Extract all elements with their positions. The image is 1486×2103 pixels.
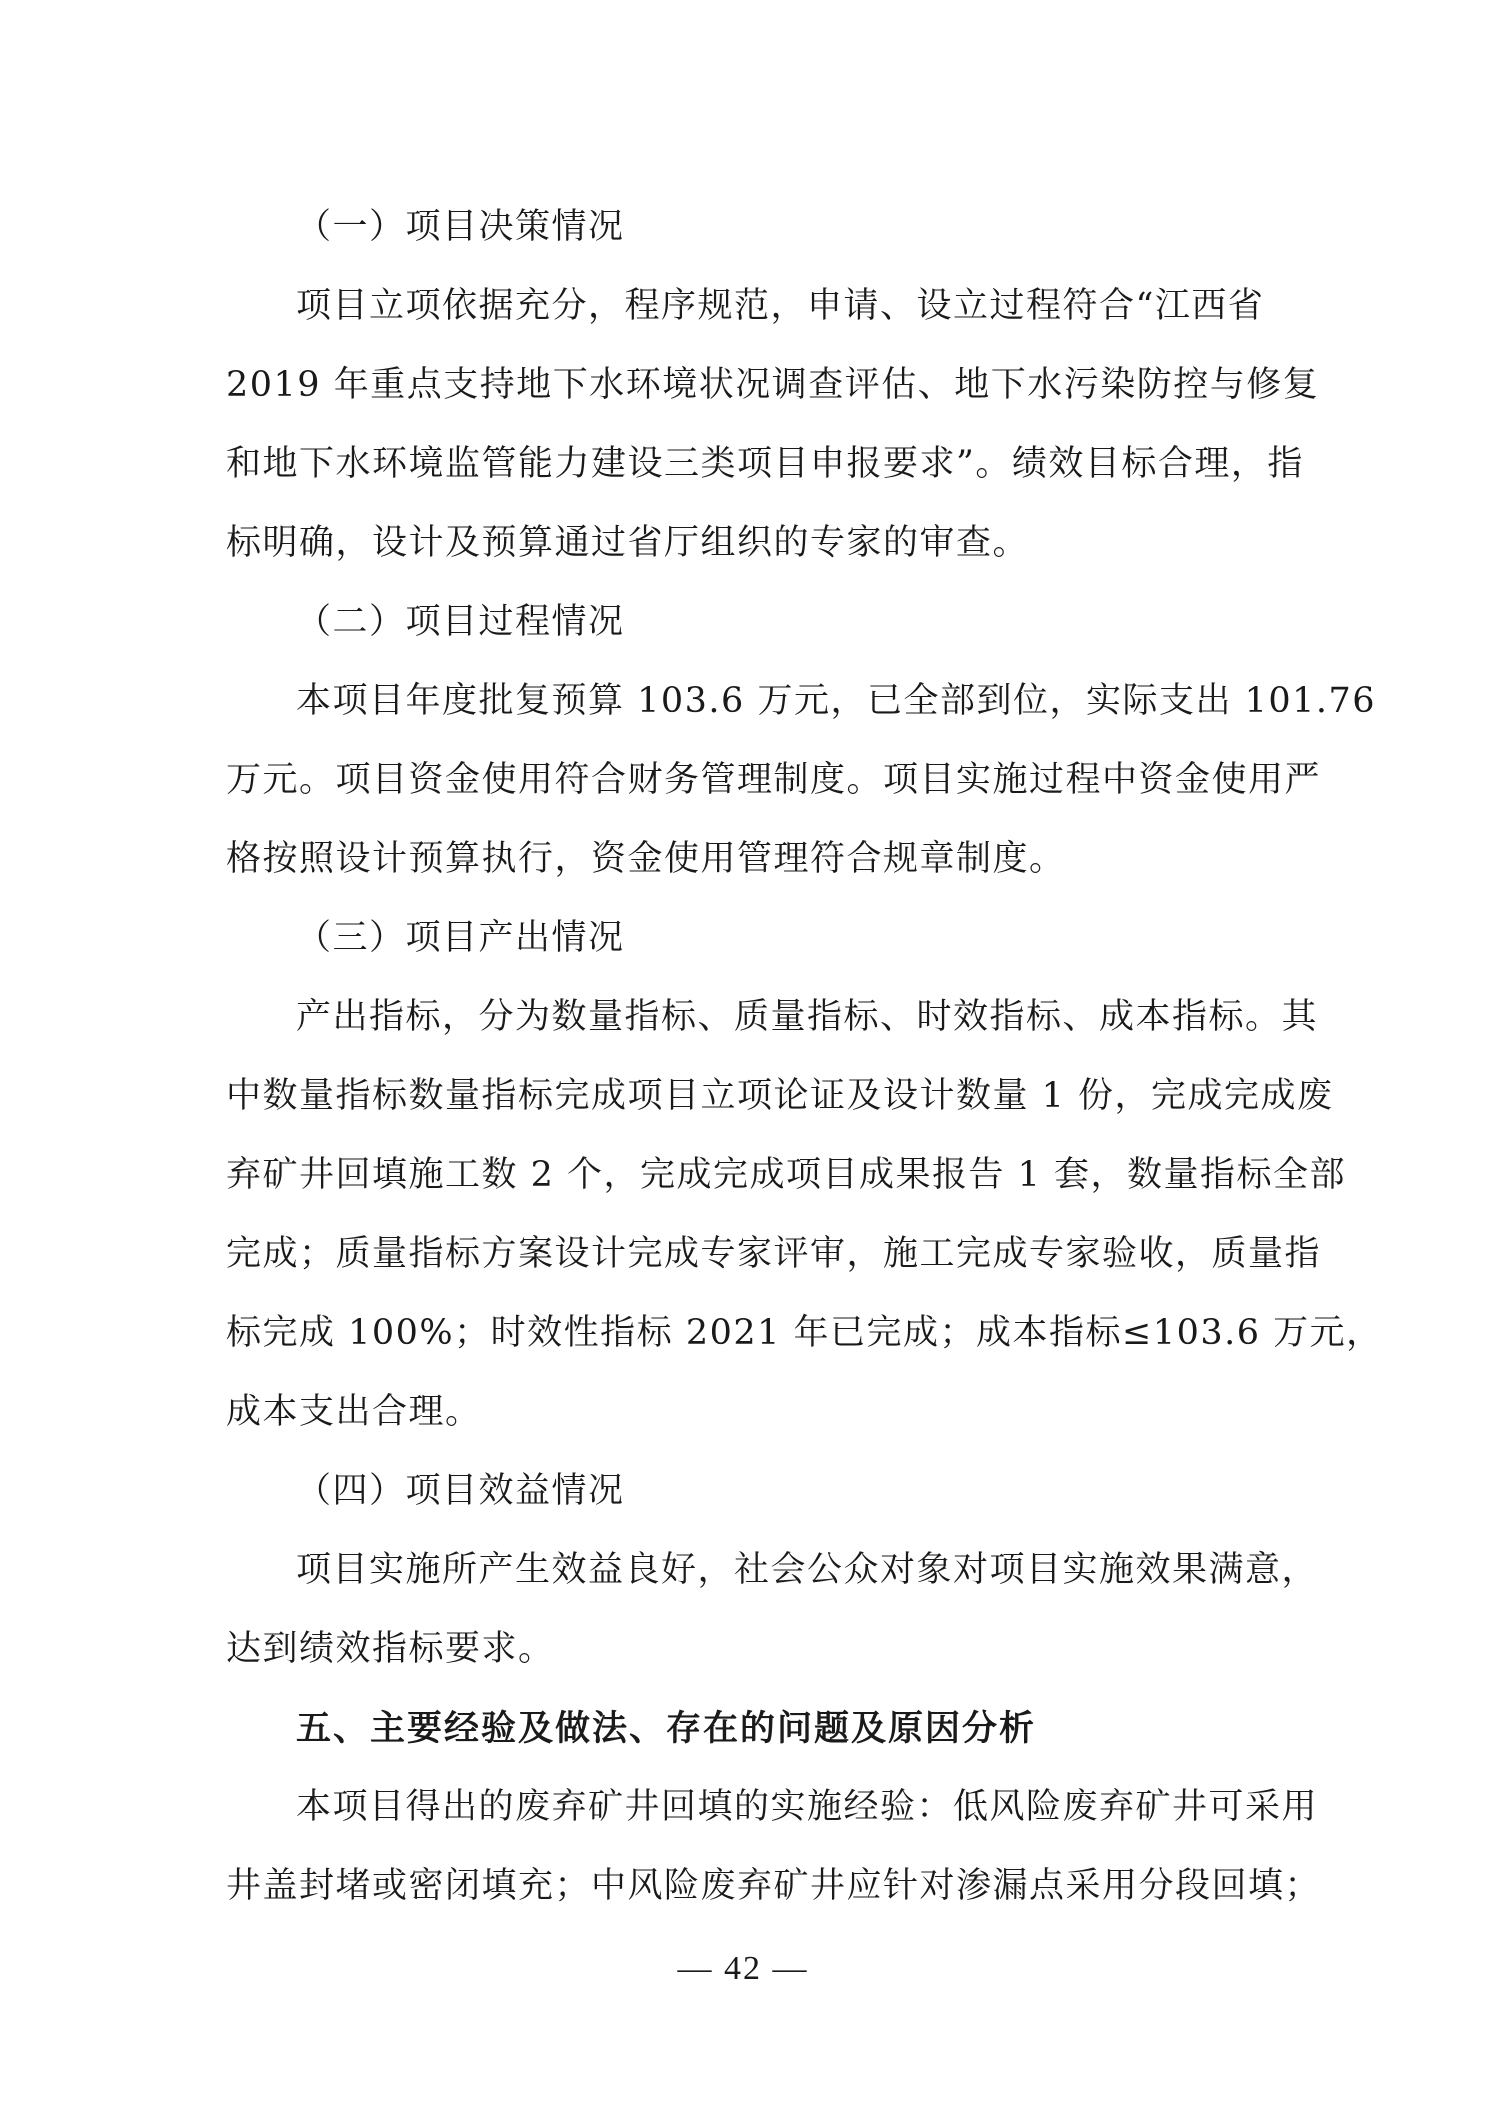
paragraph-line: 本项目年度批复预算 103.6 万元，已全部到位，实际支出 101.76 [296,681,1377,721]
paragraph-line: 标明确，设计及预算通过省厅组织的专家的审查。 [226,523,1030,563]
paragraph-line: 项目立项依据充分，程序规范，申请、设立过程符合“江西省 [296,286,1265,326]
page-number: — 42 — [677,1950,809,1987]
paragraph-line: 和地下水环境监管能力建设三类项目申报要求”。绩效目标合理，指 [226,444,1304,484]
paragraph-line: 标完成 100%；时效性指标 2021 年已完成；成本指标≤103.6 万元， [226,1313,1383,1353]
paragraph-line: 项目实施所产生效益良好，社会公众对象对项目实施效果满意， [296,1550,1319,1590]
paragraph-line: 产出指标，分为数量指标、质量指标、时效指标、成本指标。其 [296,997,1319,1037]
section-heading-decision: （一）项目决策情况 [296,207,625,247]
chapter-heading-experience: 五、主要经验及做法、存在的问题及原因分析 [296,1708,1037,1749]
paragraph-line: 本项目得出的废弃矿井回填的实施经验：低风险废弃矿井可采用 [296,1787,1319,1827]
paragraph-line: 中数量指标数量指标完成项目立项论证及设计数量 1 份，完成完成废 [226,1076,1334,1116]
paragraph-line: 井盖封堵或密闭填充；中风险废弃矿井应针对渗漏点采用分段回填； [226,1866,1322,1906]
paragraph-line: 完成；质量指标方案设计完成专家评审，施工完成专家验收，质量指 [226,1234,1322,1274]
paragraph-line: 万元。项目资金使用符合财务管理制度。项目实施过程中资金使用严 [226,760,1322,800]
document-body [226,188,1383,1926]
paragraph-line: 成本支出合理。 [226,1392,482,1432]
section-heading-process: （二）项目过程情况 [296,602,625,642]
paragraph-line: 2019 年重点支持地下水环境状况调查评估、地下水污染防控与修复 [226,365,1320,405]
paragraph-line: 达到绩效指标要求。 [226,1629,555,1669]
section-heading-output: （三）项目产出情况 [296,918,625,958]
paragraph-line: 格按照设计预算执行，资金使用管理符合规章制度。 [226,839,1066,879]
section-heading-benefit: （四）项目效益情况 [296,1471,625,1511]
paragraph-line: 弃矿井回填施工数 2 个，完成完成项目成果报告 1 套，数量指标全部 [226,1155,1347,1195]
